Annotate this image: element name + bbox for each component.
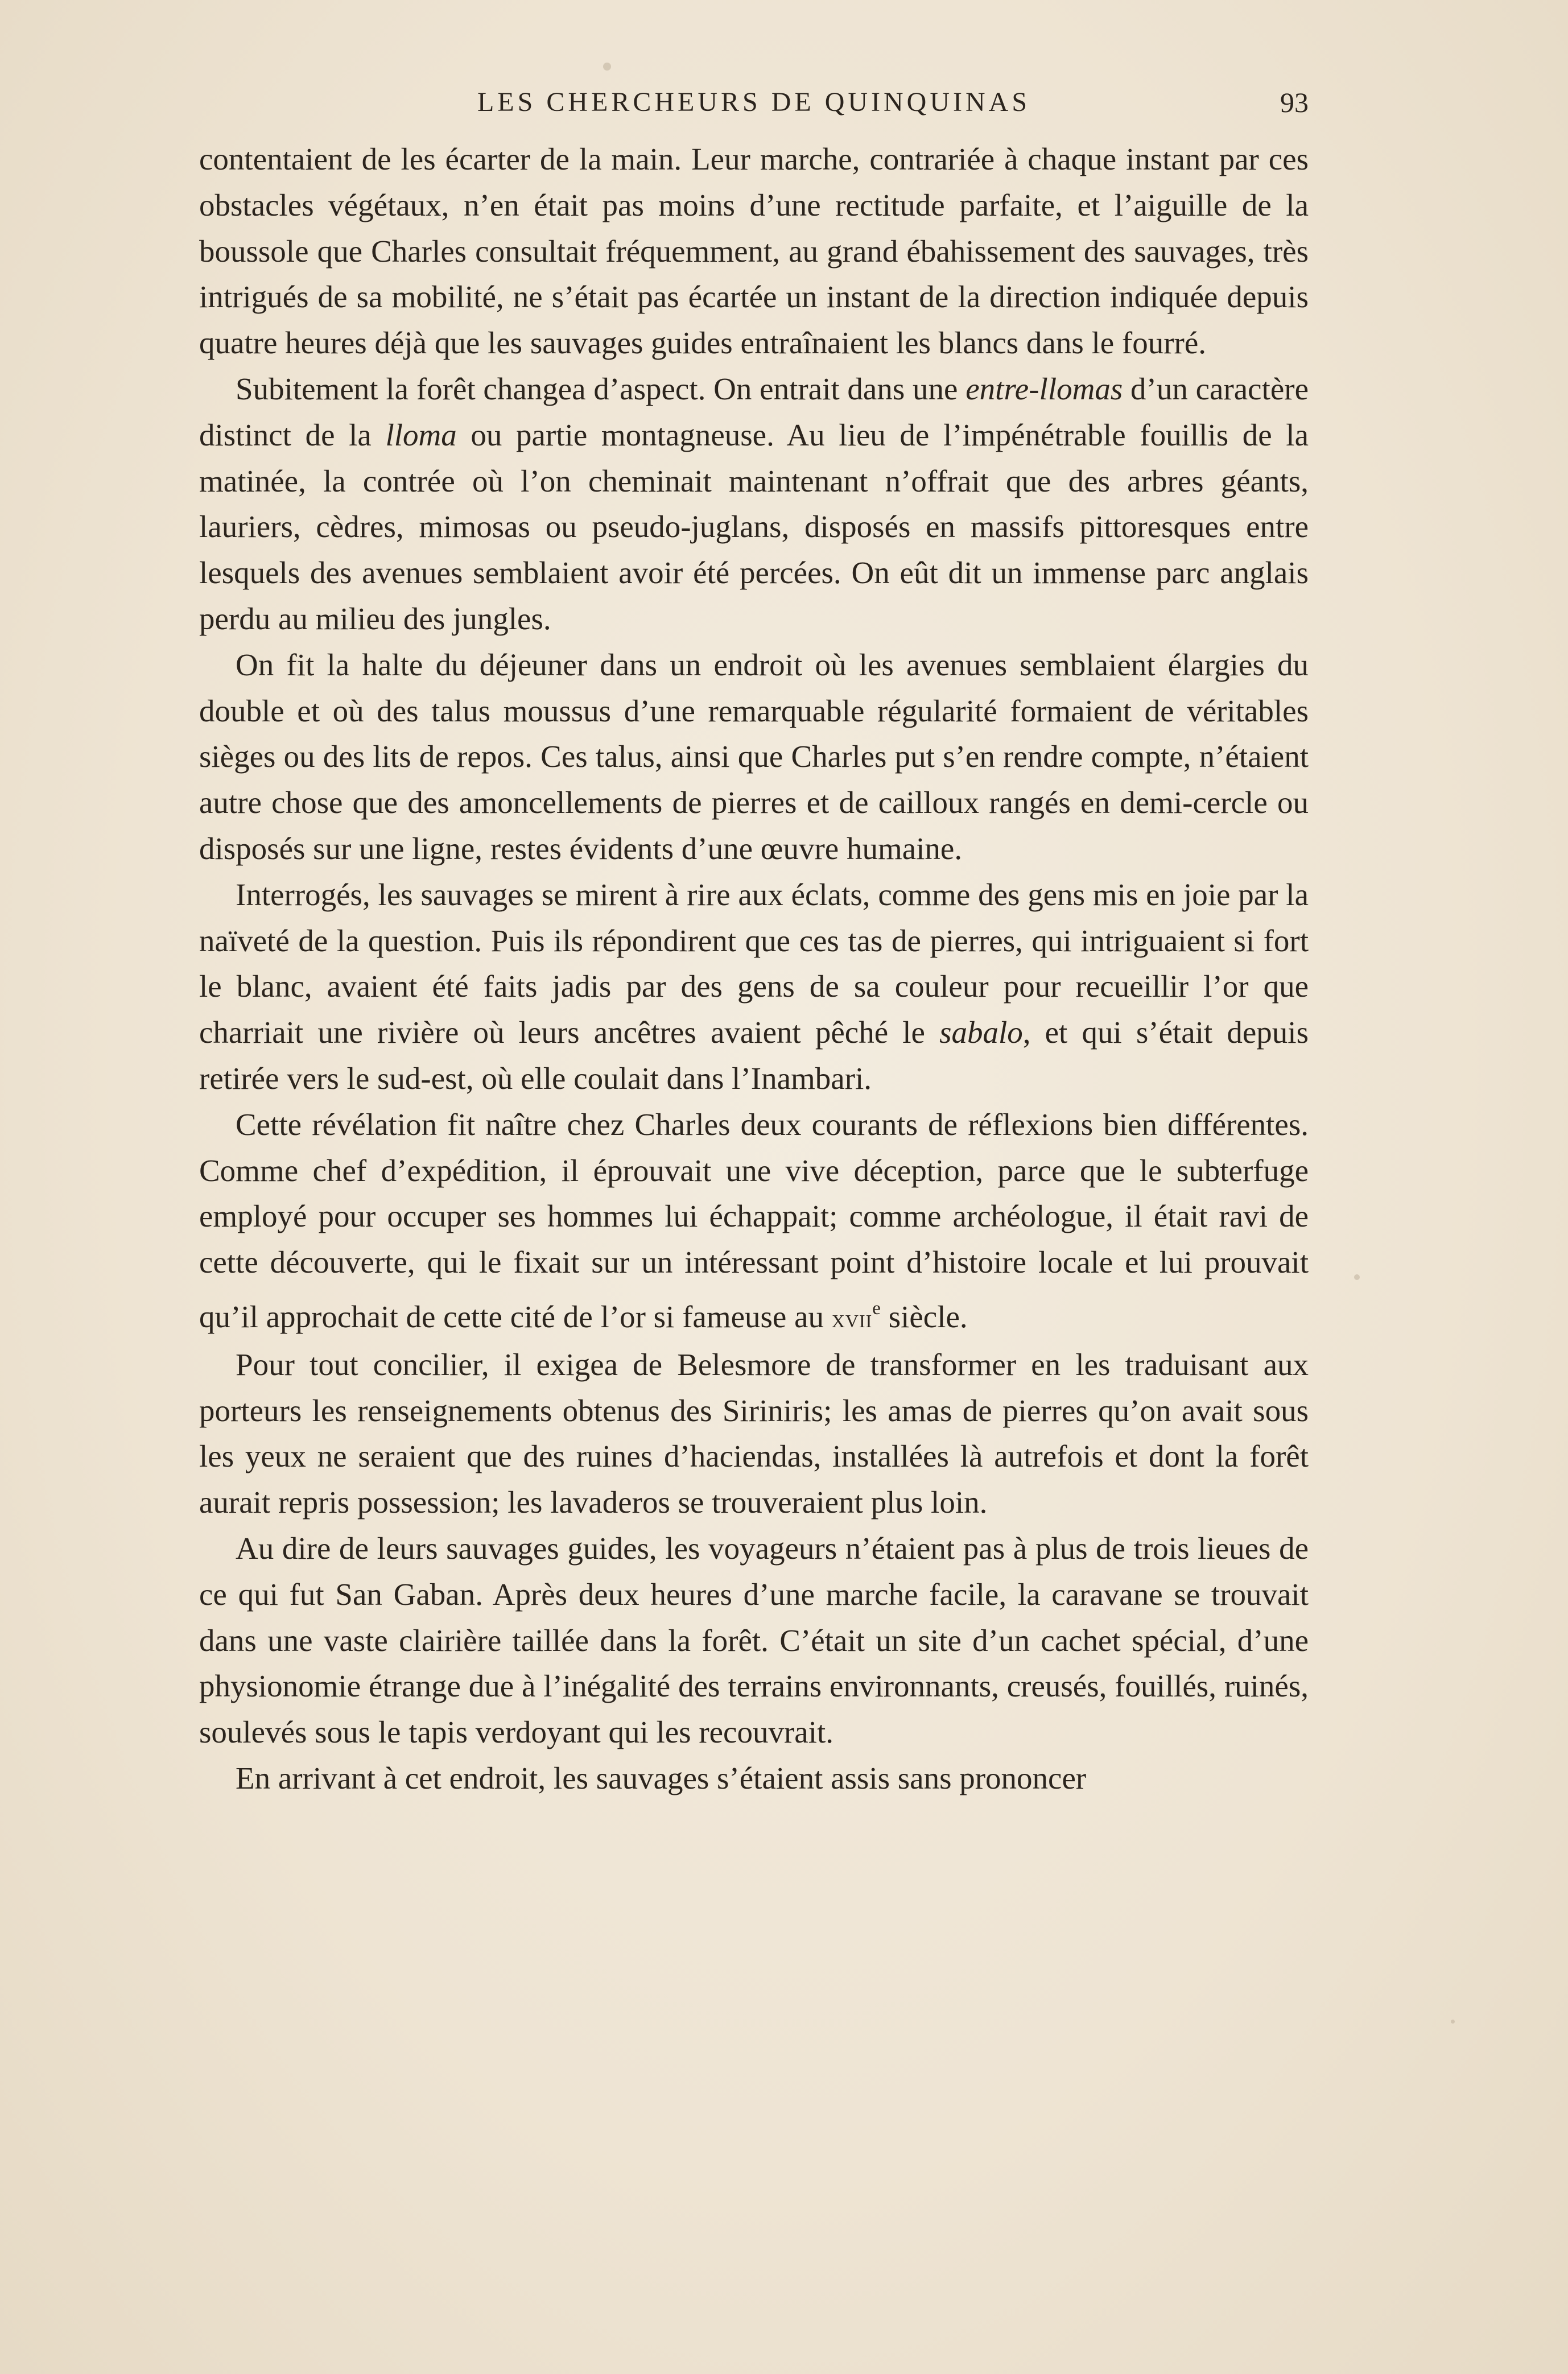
text-run: Au dire de leurs sauvages guides, les voyageurs n’étaient pas à plus de trois lieues de ce qui fut San Gaban. Après deux heures d’une marche facile, la caravane se trouvait dans une vaste clairière taillée dans la forêt. C’était un site d’un cachet spécial, d’une physionomie étrange due à l’inégalité des terrains environnants, creusés, fouillés, ruinés, soulevés sous le tapis verdoyant qui les recouvrait. (199, 1531, 1309, 1750)
text-run: Cette révélation fit naître chez Charles deux courants de réflexions bien différentes. Comme chef d’expédition, il éprouvait une vive déception, parce que le subterfuge employé pour occuper ses hommes lui échappait; comme archéologue, il était ravi de cette découverte, qui le fixait sur un intéressant point d’histoire locale et lui prouvait qu’il approchait de cette cité de l’or si fameuse au (199, 1107, 1309, 1335)
running-title: LES CHERCHEURS DE QUINQUINAS (477, 87, 1031, 117)
paragraph (199, 642, 1309, 872)
page-number: 93 (1280, 86, 1309, 118)
text-run: En arrivant à cet endroit, les sauvages s’étaient assis sans prononcer (236, 1760, 1087, 1795)
text-run: contentaient de les écarter de la main. Leur marche, contrariée à chaque instant par ces obstacles végétaux, n’en était pas moins d’une rectitude parfaite, et l’aiguille de la boussole que Charles consultait fréquemment, au grand ébahissement des sauvages, très intrigués de sa mobilité, ne s’était pas écartée un instant de la direction indiquée depuis quatre heures déjà que les sauvages guides entraînaient les blancs dans le fourré. (199, 142, 1309, 361)
paper-speck (1451, 2020, 1455, 2024)
paragraph (199, 1526, 1309, 1756)
italic-term: lloma (385, 417, 457, 452)
paragraph (199, 1102, 1309, 1342)
paragraph (199, 872, 1309, 1102)
italic-term: sabalo (939, 1015, 1023, 1050)
roman-numeral: xvii (831, 1304, 873, 1333)
text-run: d’un caractère distinct de la (199, 371, 1309, 452)
italic-term: entre-llomas (965, 371, 1123, 406)
paragraph (199, 1342, 1309, 1526)
text-run: Subitement la forêt changea d’aspect. On entrait dans une (236, 371, 966, 406)
body-text (199, 137, 1309, 1802)
paragraph (199, 1756, 1309, 1802)
superscript: e (872, 1298, 881, 1319)
text-run: , et qui s’était depuis retirée vers le sud-est, où elle coulait dans l’Inambari. (199, 1015, 1309, 1096)
paragraph (199, 366, 1309, 642)
text-run: ou partie montagneuse. Au lieu de l’impénétrable fouillis de la matinée, la contrée où l’on cheminait maintenant n’offrait que des arbres géants, lauriers, cèdres, mimosas ou pseudo-juglans, disposés en massifs pittoresques entre lesquels des avenues semblaient avoir été percées. On eût dit un immense parc anglais perdu au milieu des jungles. (199, 417, 1309, 636)
text-run: Pour tout concilier, il exigea de Belesmore de transformer en les traduisant aux porteurs les renseignements obtenus des Siriniris; les amas de pierres qu’on avait sous les yeux ne seraient que des ruines d’haciendas, installées là autrefois et dont la forêt aurait repris possession; les lavaderos se trouveraient plus loin. (199, 1347, 1309, 1520)
paper-speck (603, 63, 611, 71)
text-run: On fit la halte du déjeuner dans un endroit où les avenues semblaient élargies du double et où des talus moussus d’une remarquable régularité formaient de véritables sièges ou des lits de repos. Ces talus, ainsi que Charles put s’en rendre compte, n’étaient autre chose que des amoncellements de pierres et de cailloux rangés en demi-cercle ou disposés sur une ligne, restes évidents d’une œuvre humaine. (199, 647, 1309, 866)
paragraph (199, 137, 1309, 366)
paper-speck (1354, 1274, 1360, 1280)
text-run: siècle. (880, 1299, 968, 1335)
text-run: Interrogés, les sauvages se mirent à rire aux éclats, comme des gens mis en joie par la naïveté de la question. Puis ils répondirent que ces tas de pierres, qui intriguaient si fort le blanc, avaient été faits jadis par des gens de sa couleur pour recueillir l’or que charriait une rivière où leurs ancêtres avaient pêché le (199, 877, 1309, 1050)
page-header (199, 80, 1309, 125)
